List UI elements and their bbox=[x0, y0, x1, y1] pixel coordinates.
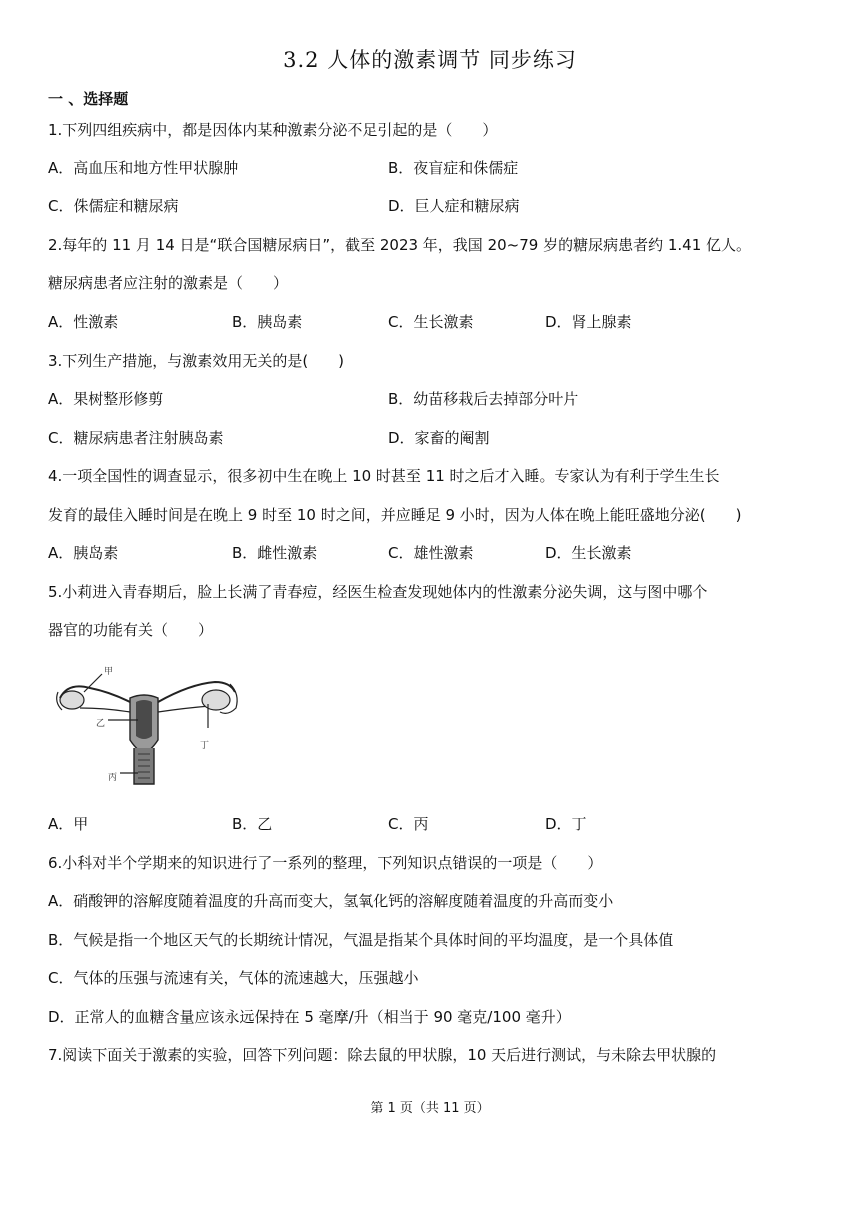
figure-label-ding: 丁 bbox=[200, 741, 210, 751]
question-4-option-b: B．雌性激素 bbox=[232, 544, 318, 562]
question-3-option-d: D．家畜的阉割 bbox=[388, 429, 490, 447]
reproductive-organs-drawing bbox=[50, 662, 250, 787]
question-7-stem: 7.阅读下面关于激素的实验，回答下列问题：除去鼠的甲状腺，10 天后进行测试，与未除去甲状腺的 bbox=[48, 1046, 717, 1064]
question-3-option-c: C．糖尿病患者注射胰岛素 bbox=[48, 429, 224, 447]
question-5-stem-line-2: 器官的功能有关（ ） bbox=[48, 621, 214, 639]
question-2-stem-line-1: 2.每年的 11 月 14 日是“联合国糖尿病日”，截至 2023 年，我国 20~79 岁的糖尿病患者约 1.41 亿人。 bbox=[48, 236, 752, 254]
question-6-option-a: A．硝酸钾的溶解度随着温度的升高而变大，氢氧化钙的溶解度随着温度的升高而变小 bbox=[48, 892, 614, 910]
question-5-option-d: D．丁 bbox=[545, 815, 587, 833]
question-2-option-a: A．性激素 bbox=[48, 313, 119, 331]
question-5-option-c: C．丙 bbox=[388, 815, 429, 833]
question-4-option-a: A．胰岛素 bbox=[48, 544, 119, 562]
question-1-option-a: A．高血压和地方性甲状腺肿 bbox=[48, 159, 239, 177]
question-6-option-c: C．气体的压强与流速有关，气体的流速越大，压强越小 bbox=[48, 969, 419, 987]
question-3-option-a: A．果树整形修剪 bbox=[48, 390, 164, 408]
question-1-option-d: D．巨人症和糖尿病 bbox=[388, 197, 520, 215]
figure-label-bing: 丙 bbox=[108, 773, 118, 783]
question-4-option-d: D．生长激素 bbox=[545, 544, 632, 562]
female-reproductive-system-figure bbox=[50, 662, 250, 787]
question-5-stem-line-1: 5.小莉进入青春期后，脸上长满了青春痘，经医生检查发现她体内的性激素分泌失调，这与图中哪个 bbox=[48, 583, 708, 601]
question-1-stem: 1.下列四组疾病中，都是因体内某种激素分泌不足引起的是（ ） bbox=[48, 121, 498, 139]
question-2-option-d: D．肾上腺素 bbox=[545, 313, 632, 331]
question-2-option-c: C．生长激素 bbox=[388, 313, 474, 331]
question-1-option-c: C．侏儒症和糖尿病 bbox=[48, 197, 179, 215]
question-3-option-b: B．幼苗移栽后去掉部分叶片 bbox=[388, 390, 579, 408]
question-3-stem: 3.下列生产措施，与激素效用无关的是( ) bbox=[48, 352, 345, 370]
question-6-stem: 6.小科对半个学期来的知识进行了一系列的整理，下列知识点错误的一项是（ ） bbox=[48, 854, 603, 872]
question-6-option-d: D．正常人的血糖含量应该永远保持在 5 毫摩/升（相当于 90 毫克/100 毫升） bbox=[48, 1008, 571, 1026]
question-4-option-c: C．雄性激素 bbox=[388, 544, 474, 562]
figure-label-jia: 甲 bbox=[104, 667, 114, 677]
page-title: 3.2 人体的激素调节 同步练习 bbox=[283, 48, 577, 72]
question-5-option-b: B．乙 bbox=[232, 815, 273, 833]
question-4-stem-line-1: 4.一项全国性的调查显示，很多初中生在晚上 10 时甚至 11 时之后才入睡。专家认为有利于学生生长 bbox=[48, 467, 720, 485]
question-4-stem-line-2: 发育的最佳入睡时间是在晚上 9 时至 10 时之间，并应睡足 9 小时，因为人体在晚上能旺盛地分泌( ) bbox=[48, 506, 742, 524]
question-2-option-b: B．胰岛素 bbox=[232, 313, 303, 331]
figure-label-yi: 乙 bbox=[96, 719, 106, 729]
page-footer: 第 1 页（共 11 页） bbox=[370, 1101, 490, 1116]
question-5-option-a: A．甲 bbox=[48, 815, 89, 833]
question-2-stem-line-2: 糖尿病患者应注射的激素是（ ） bbox=[48, 274, 289, 292]
section-heading: 一 、选择题 bbox=[48, 90, 129, 108]
question-6-option-b: B．气候是指一个地区天气的长期统计情况，气温是指某个具体时间的平均温度，是一个具体值 bbox=[48, 931, 674, 949]
question-1-option-b: B．夜盲症和侏儒症 bbox=[388, 159, 519, 177]
